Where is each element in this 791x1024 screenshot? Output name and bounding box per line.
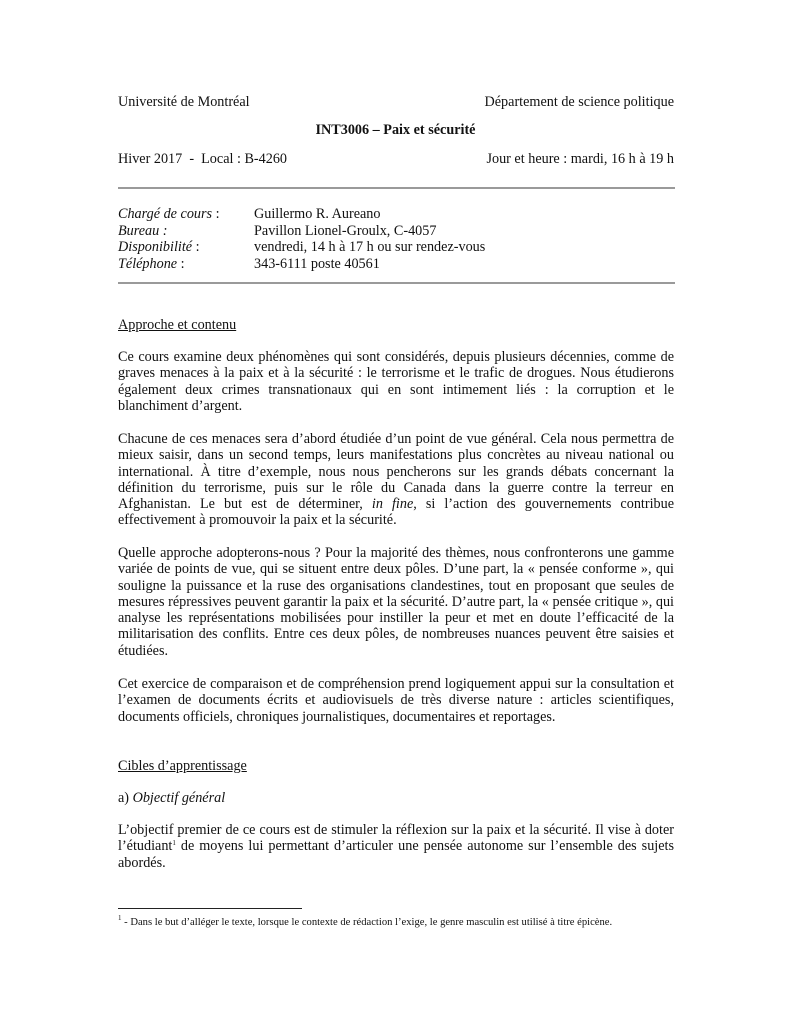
course-title: INT3006 – Paix et sécurité <box>315 122 476 138</box>
document-page: Université de Montréal Département de science politique INT3006 – Paix et sécurité Hiver 2017 - Local : B-4260 Jour et heure : mardi, 16 h à 19 h Chargé de cours : Guillermo R. Aureano Bureau : Pavillon Lionel-Groulx, C-4057 Disponibilité : vendredi, 14 h à 17 h ou sur rendez-vous Téléphone : 343-6111 poste 40561 Approche et contenu Ce cours examine deux phénomènes qui sont considérés, depuis plusieurs décennies, comme de graves menaces à la paix et à la sécurité : le terrorisme et le trafic de drogues. Nous étudierons également deux crimes transnationaux qui en sont intimement liés : la corruption et le blanchiment d’argent. Chacune de ces menaces sera d’abord étudiée d’un point de vue général. Cela nous permettra de mieux saisir, dans un second temps, leurs manifestations plus concrètes au niveau national ou international. À titre d’exemple, nous nous pencherons sur les grands débats concernant la définition du terrorisme, puis sur le rôle du Canada dans la guerre contre la terreur en Afghanistan. Le but est de déterminer, in fine, si l’action des gouvernements contribue effectivement à promouvoir la paix et la sécurité. Quelle approche adopterons-nous ? Pour la majorité des thèmes, nous confronterons une gamme variée de points de vue, qui se situent entre deux pôles. D’une part, la « pensée conforme », qui souligne la puissance et la ruse des organisations clandestines, tout en proposant que seules de mesures répressives peuvent garantir la paix et la sécurité. D’autre part, la « pensée critique », qui analyse les représentations mobilisées pour instiller la peur et met en doute l’efficacité de la militarisation des conflits. Entre ces deux pôles, de nombreuses nuances peuvent être saisies et étudiées. Cet exercice de comparaison et de compréhension prend logiquement appui sur la consultation et l’examen de documents écrits et audiovisuels de très diverse nature : articles scientifiques, documents officiels, chroniques journalistiques, documentaires et reportages. Cibles d’apprentissage a) Objectif général L’objectif premier de ce cours est de stimuler la réflexion sur la paix et la sécurité. Il vise à doter l’étudiant$^1$ de moyens lui permettant d’articuler une pensée autonome sur l’ensemble des sujets abordés. $^1$ - Dans le but d’alléger le texte, lorsque le contexte de rédaction l’exige, le genre masculin est utilisé à titre épicène. <box>0 0 791 1024</box>
paragraph-4: Cet exercice de comparaison et de compréhension prend logiquement appui sur la consultation et l’examen de documents écrits et audiovisuels de très diverse nature : articles scientifiques, documents officiels, chroniques journalistiques, documentaires et reportages. <box>118 676 674 725</box>
instructor-name: Guillermo R. Aureano <box>254 206 381 222</box>
paragraph-5: L’objectif premier de ce cours est de stimuler la réflexion sur la paix et la sécurité. Il vise à doter l’étudiant$^1$ de moyens lui permettant d’articuler une pensée autonome sur l’ensemble des sujets abordés. <box>118 822 674 871</box>
footnote <box>118 914 613 929</box>
objective-heading: a) Objectif général <box>118 790 226 806</box>
paragraph-2: Chacune de ces menaces sera d’abord étudiée d’un point de vue général. Cela nous permettra de mieux saisir, dans un second temps, leurs manifestations plus concrètes au niveau national ou international. À titre d’exemple, nous nous pencherons sur les grands débats concernant la définition du terrorisme, puis sur le rôle du Canada dans la guerre contre la terreur en Afghanistan. Le but est de déterminer, in fine, si l’action des gouvernements contribue effectivement à promouvoir la paix et la sécurité. <box>118 431 675 529</box>
header-schedule-row <box>118 151 674 167</box>
availability-label: Disponibilité <box>118 239 193 255</box>
in-fine-italic: in fine <box>371 496 414 513</box>
availability-value: vendredi, 14 h à 17 h ou sur rendez-vous <box>254 239 486 255</box>
divider-bottom <box>118 282 675 284</box>
footnote-ref[interactable]: 1 <box>172 839 176 848</box>
office-value: Pavillon Lionel-Groulx, C-4057 <box>254 222 437 239</box>
phone-label: Téléphone <box>118 255 178 272</box>
instructor-label: Chargé de cours <box>118 206 213 222</box>
section-heading-approach: Approche et contenu <box>118 317 237 333</box>
objective-title: Objectif général <box>132 790 226 806</box>
university-name: Université de Montréal <box>118 94 250 110</box>
term-location: Hiver 2017 - Local : B-4260 <box>118 151 288 167</box>
section-heading-targets: Cibles d’apprentissage <box>118 758 247 774</box>
footnote-rule <box>118 908 302 909</box>
schedule: Jour et heure : mardi, 16 h à 19 h <box>486 151 674 167</box>
footnote-text: - Dans le but d’alléger le texte, lorsque le contexte de rédaction l’exige, le genre masculin est utilisé à titre épicène. <box>121 917 613 928</box>
header-top-row <box>118 94 674 110</box>
paragraph-1: Ce cours examine deux phénomènes qui sont considérés, depuis plusieurs décennies, comme de graves menaces à la paix et à la sécurité : le terrorisme et le trafic de drogues. Nous étudierons également deux crimes transnationaux qui en sont intimement liés : la corruption et le blanchiment d’argent. <box>118 349 674 414</box>
paragraph-3: Quelle approche adopterons-nous ? Pour la majorité des thèmes, nous confronterons une gamme variée de points de vue, qui se situent entre deux pôles. D’une part, la « pensée conforme », qui souligne la puissance et la ruse des organisations clandestines, tout en proposant que seules de mesures répressives peuvent garantir la paix et la sécurité. D’autre part, la « pensée critique », qui analyse les représentations mobilisées pour instiller la peur et met en doute l’efficacité de la militarisation des conflits. Entre ces deux pôles, de nombreuses nuances peuvent être saisies et étudiées. <box>118 545 674 659</box>
footnote-number: 1 <box>118 914 122 922</box>
department-name: Département de science politique <box>484 94 674 110</box>
office-label: Bureau : <box>118 222 168 239</box>
divider-top <box>118 187 675 189</box>
phone-value: 343-6111 poste 40561 <box>254 255 380 272</box>
